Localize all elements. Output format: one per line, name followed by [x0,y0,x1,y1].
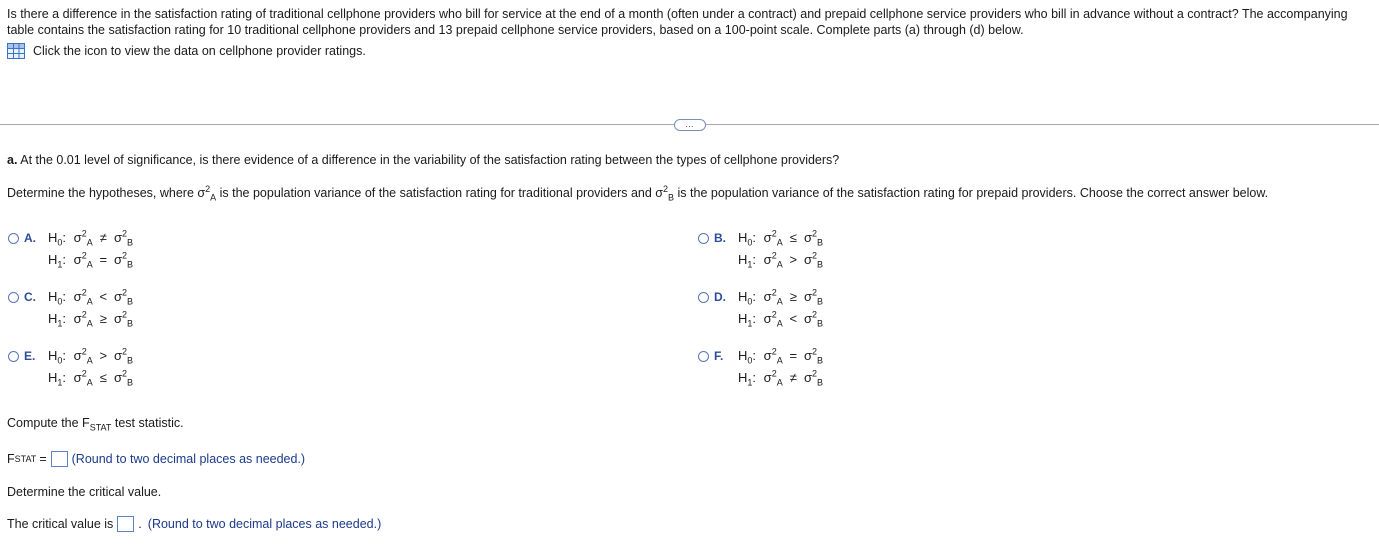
critical-row-label: The critical value is [7,517,114,531]
colon: : [752,311,757,326]
sub-b: B [127,237,134,248]
hypothesis-h: H [48,252,58,267]
h0-sub: 0 [747,237,753,248]
square-sup: 2 [122,346,128,357]
alternative-hypothesis [738,367,823,389]
sigma-symbol: σ [73,311,82,326]
sigma-symbol: σ [803,370,812,385]
hypothesis-pair [738,286,823,330]
compute-fstat-label [7,416,184,433]
hypothesis-h: H [48,289,58,304]
square-sup: 2 [81,368,87,379]
radio-button[interactable] [8,233,19,244]
alternative-hypothesis [48,249,133,271]
sigma-symbol: σ [763,230,772,245]
compute-text-2: test statistic. [114,416,184,430]
relation-operator: > [789,252,798,267]
fstat-hint: (Round to two decimal places as needed.) [71,452,306,466]
colon: : [62,348,67,363]
hypothesis-h: H [738,252,748,267]
square-sup: 2 [771,309,777,320]
relation-operator: ≥ [789,289,797,304]
more-button[interactable]: … [674,119,706,131]
sub-b: B [127,377,134,388]
relation-operator: ≠ [789,370,797,385]
data-link-text[interactable]: Click the icon to view the data on cellphone provider ratings. [33,44,366,58]
square-sup: 2 [812,346,818,357]
colon: : [62,252,67,267]
hypothesis-h: H [738,348,748,363]
sub-b: B [127,296,134,307]
hypothesis-h: H [48,370,58,385]
compute-sub: STAT [89,422,112,433]
answer-option-a[interactable] [8,228,134,271]
sub-b: B [127,318,134,329]
colon: : [752,370,757,385]
sub-b: B [127,259,134,270]
alternative-hypothesis [48,308,133,330]
answer-option-e[interactable] [8,346,134,389]
answer-option-b[interactable] [698,228,824,271]
sigma-symbol: σ [113,252,122,267]
h1-sub: 1 [747,377,753,388]
sigma-symbol: σ [113,348,122,363]
square-sup: 2 [122,250,128,261]
option-letter: F. [714,349,724,363]
sub-a: A [86,355,93,366]
sub-a: A [776,355,783,366]
sub-a: A [86,377,93,388]
critical-value-label: Determine the critical value. [7,485,162,499]
sigma-symbol: σ [73,348,82,363]
relation-operator: = [99,252,108,267]
h0-sub: 0 [57,296,63,307]
sigma-symbol: σ [763,289,772,304]
alternative-hypothesis [738,308,823,330]
sigma-symbol: σ [763,370,772,385]
sub-a: A [86,318,93,329]
sub-a: A [776,296,783,307]
alternative-hypothesis [738,249,823,271]
colon: : [62,370,67,385]
relation-operator: = [789,348,798,363]
null-hypothesis [738,286,823,308]
sub-b: B [127,355,134,366]
square-sup: 2 [771,250,777,261]
period: . [138,517,142,531]
null-hypothesis [48,345,133,367]
square-sup: 2 [81,250,87,261]
square-sup: 2 [812,309,818,320]
alternative-hypothesis [48,367,133,389]
option-letter: D. [714,290,726,304]
prompt-part-2: is the population variance of the satisfaction rating for traditional providers and σ [219,186,664,200]
hypothesis-h: H [738,370,748,385]
h1-sub: 1 [57,318,63,329]
h1-sub: 1 [747,318,753,329]
colon: : [62,311,67,326]
prompt-part-1: Determine the hypotheses, where σ [7,186,206,200]
option-letter: C. [24,290,36,304]
h0-sub: 0 [57,237,63,248]
square-sup: 2 [81,346,87,357]
square-sup: 2 [122,309,128,320]
square-sup: 2 [122,228,128,239]
relation-operator: < [99,289,108,304]
square-sup: 2 [81,228,87,239]
problem-intro: Is there a difference in the satisfaction rating of traditional cellphone providers who bill for service at the end of a month (often under a contract) and prepaid cellphone service providers who bill in advance without a contract? The accompanying table contains the satisfaction rating for 10 traditional cellphone providers and 13 prepaid cellphone service providers, based on a 100-point scale. Complete parts (a) through (d) below. [7,7,1348,37]
colon: : [752,230,757,245]
prompt-part-3: is the population variance of the satisfaction rating for prepaid providers. Choose the correct answer below. [677,186,1269,200]
sub-b: B [817,237,824,248]
sub-a: A [86,237,93,248]
hypothesis-pair [48,345,133,389]
sup-2: 2 [663,183,669,194]
null-hypothesis [738,227,823,249]
sigma-symbol: σ [113,370,122,385]
sigma-symbol: σ [803,348,812,363]
fstat-label: F [7,452,15,466]
hypothesis-h: H [48,230,58,245]
relation-operator: ≤ [789,230,797,245]
hypothesis-h: H [738,311,748,326]
critical-value-input[interactable] [117,516,134,532]
option-letter: A. [24,231,36,245]
colon: : [62,289,67,304]
data-link[interactable] [7,43,366,59]
square-sup: 2 [812,287,818,298]
sigma-symbol: σ [763,348,772,363]
answer-option-c[interactable] [8,287,134,330]
part-a-text: At the 0.01 level of significance, is there evidence of a difference in the variability of the satisfaction rating between the types of cellphone providers? [20,153,840,167]
relation-operator: ≤ [99,370,107,385]
colon: : [752,252,757,267]
h1-sub: 1 [57,259,63,270]
radio-button[interactable] [8,351,19,362]
sigma-symbol: σ [73,289,82,304]
sub-b: B [668,192,675,203]
sub-b: B [817,318,824,329]
sub-a: A [86,296,93,307]
hypothesis-pair [48,227,133,271]
sigma-symbol: σ [73,370,82,385]
sigma-symbol: σ [803,311,812,326]
hypothesis-h: H [48,348,58,363]
radio-button[interactable] [698,233,709,244]
critical-value-row [7,516,381,532]
compute-text-1: Compute the F [7,416,90,430]
square-sup: 2 [812,228,818,239]
hypotheses-prompt [7,183,1269,203]
hypothesis-pair [48,286,133,330]
hypothesis-h: H [738,289,748,304]
square-sup: 2 [771,346,777,357]
sigma-symbol: σ [113,311,122,326]
relation-operator: < [789,311,798,326]
part-a-label: a. [7,153,18,167]
sub-b: B [817,355,824,366]
square-sup: 2 [81,309,87,320]
hypothesis-h: H [48,311,58,326]
colon: : [62,230,67,245]
sigma-symbol: σ [113,289,122,304]
equals-sign: = [39,452,47,466]
critical-hint: (Round to two decimal places as needed.) [147,517,382,531]
sub-a: A [776,377,783,388]
hypothesis-pair [738,345,823,389]
sub-b: B [817,377,824,388]
null-hypothesis [48,227,133,249]
radio-button[interactable] [698,292,709,303]
table-icon[interactable] [7,43,25,59]
h1-sub: 1 [57,377,63,388]
h1-sub: 1 [747,259,753,270]
sigma-symbol: σ [763,311,772,326]
square-sup: 2 [812,368,818,379]
answer-option-f[interactable] [698,346,824,389]
colon: : [752,348,757,363]
sub-b: B [817,296,824,307]
hypothesis-pair [738,227,823,271]
sigma-symbol: σ [803,230,812,245]
sup-2: 2 [205,183,211,194]
square-sup: 2 [771,228,777,239]
sigma-symbol: σ [763,252,772,267]
radio-button[interactable] [698,351,709,362]
sigma-symbol: σ [113,230,122,245]
hypothesis-h: H [738,230,748,245]
sub-a: A [776,237,783,248]
h0-sub: 0 [747,296,753,307]
part-a-question [7,153,839,167]
sub-a: A [776,259,783,270]
relation-operator: ≠ [99,230,107,245]
fstat-input[interactable] [51,451,68,467]
sub-a: A [210,192,217,203]
sigma-symbol: σ [803,289,812,304]
square-sup: 2 [122,287,128,298]
sigma-symbol: σ [73,230,82,245]
fstat-answer-row: F STAT = (Round to two decimal places as needed.) [7,452,306,466]
h0-sub: 0 [747,355,753,366]
option-letter: E. [24,349,36,363]
h0-sub: 0 [57,355,63,366]
sigma-symbol: σ [803,252,812,267]
answer-option-d[interactable] [698,287,824,330]
null-hypothesis [738,345,823,367]
sub-b: B [817,259,824,270]
square-sup: 2 [771,368,777,379]
sub-a: A [776,318,783,329]
relation-operator: ≥ [99,311,107,326]
square-sup: 2 [812,250,818,261]
square-sup: 2 [122,368,128,379]
null-hypothesis [48,286,133,308]
option-letter: B. [714,231,726,245]
sub-a: A [86,259,93,270]
radio-button[interactable] [8,292,19,303]
colon: : [752,289,757,304]
square-sup: 2 [771,287,777,298]
relation-operator: > [99,348,108,363]
sigma-symbol: σ [73,252,82,267]
square-sup: 2 [81,287,87,298]
